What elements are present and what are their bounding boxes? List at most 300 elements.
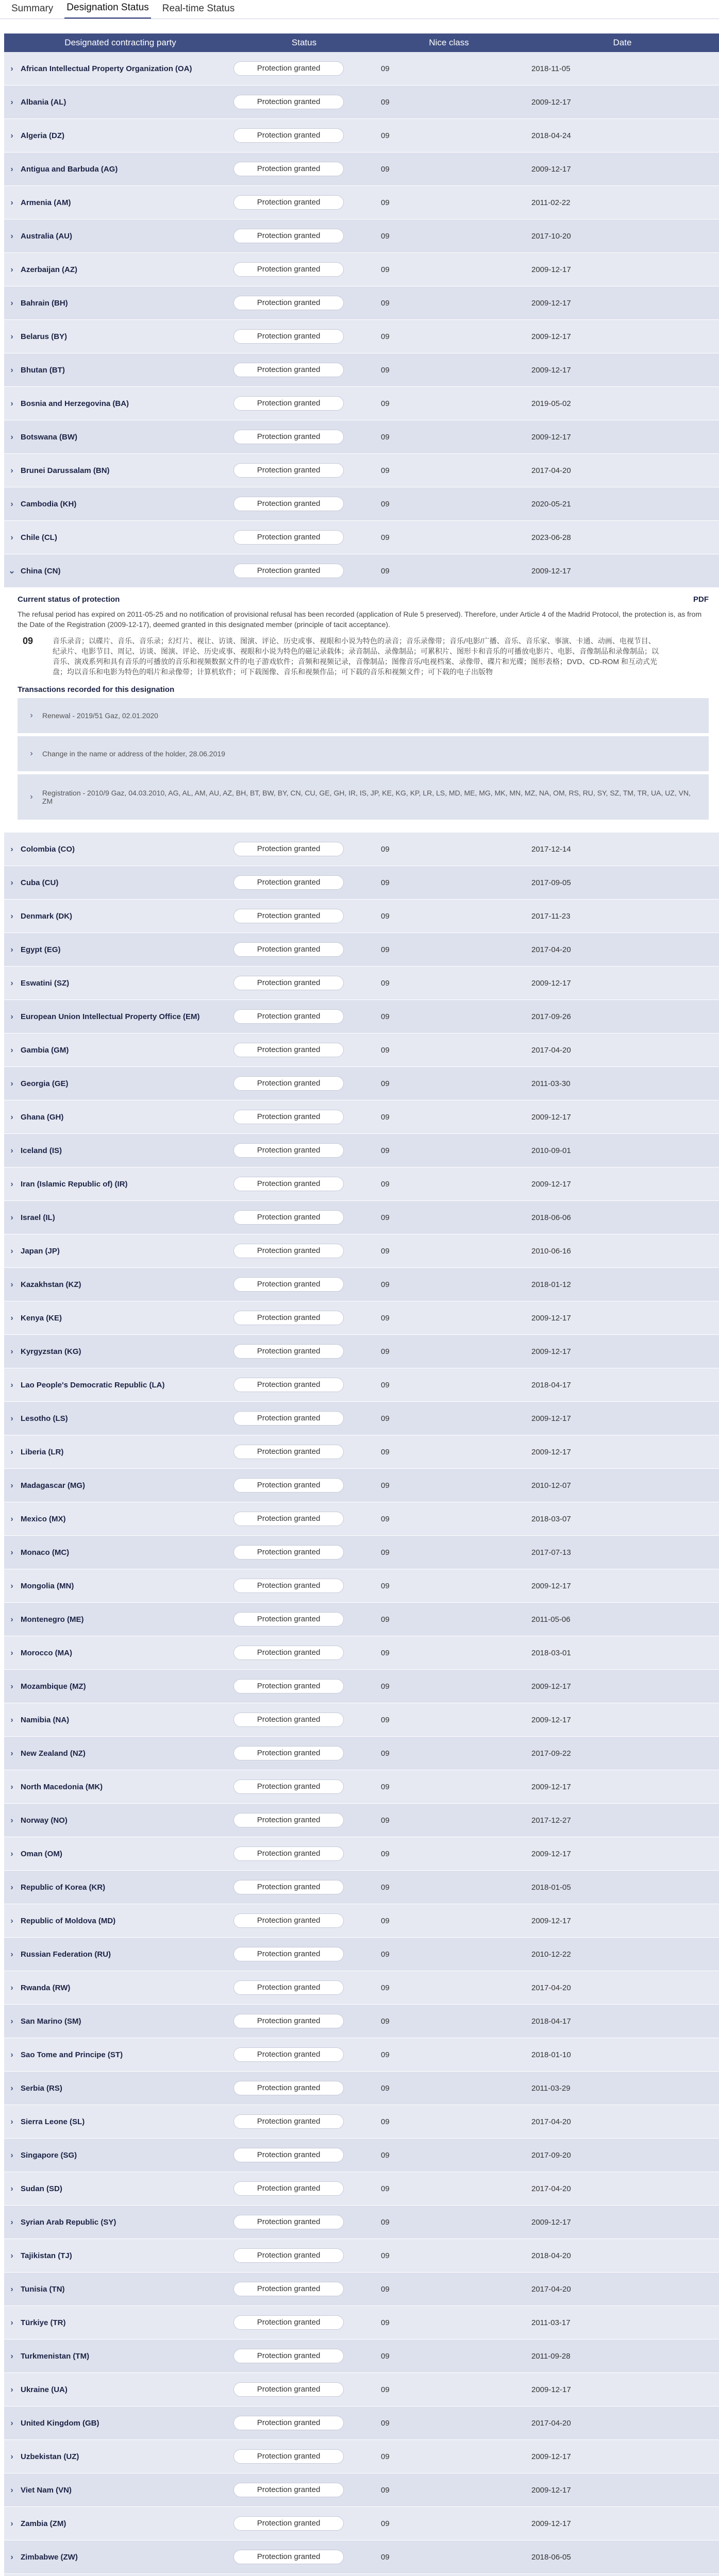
table-row[interactable] [4,2038,719,2072]
date-value: 2010-12-07 [531,1481,571,1490]
party-cell [4,2038,233,2072]
party-wrapper [8,2485,232,2495]
table-row[interactable] [4,1067,719,1100]
party-wrapper [8,1849,232,1859]
chevron-right-icon[interactable]: › [10,1514,13,1523]
table-row[interactable] [4,2574,719,2576]
party-name: Egypt (EG) [21,945,61,954]
table-row[interactable] [4,1000,719,1033]
party-cell [4,2239,233,2273]
party-cell [4,1569,233,1603]
table-row[interactable] [4,1100,719,1134]
status-cell [233,2172,375,2206]
party-name: Republic of Moldova (MD) [21,1916,116,1925]
chevron-right-icon[interactable]: › [10,2418,13,2428]
table-row[interactable] [4,1904,719,1938]
chevron-right-icon[interactable]: › [10,878,13,887]
status-cell [233,2540,375,2574]
chevron-right-icon[interactable]: › [10,1581,13,1590]
party-name: Namibia (NA) [21,1715,70,1724]
chevron-right-icon[interactable]: › [10,1146,13,1155]
table-row[interactable] [4,1971,719,2005]
party-cell [4,1335,233,1368]
chevron-right-icon[interactable]: › [10,265,13,274]
status-badge: Protection granted [233,1880,344,1894]
party-name: Botswana (BW) [21,432,77,442]
date-cell [523,320,719,353]
table-row[interactable] [4,2507,719,2540]
table-row[interactable] [4,1938,719,1971]
date-value: 2018-01-10 [531,2050,571,2059]
party-wrapper [8,1112,232,1122]
party-cell [4,2440,233,2473]
chevron-right-icon[interactable]: › [10,1012,13,1021]
table-row[interactable] [4,2340,719,2373]
chevron-right-icon[interactable]: › [10,1682,13,1691]
table-row[interactable] [4,1636,719,1670]
chevron-right-icon[interactable]: › [10,978,13,988]
party-wrapper [8,1179,232,1189]
chevron-right-icon[interactable]: › [10,2485,13,2495]
header-nice-class[interactable]: Nice class [375,33,523,52]
chevron-right-icon[interactable]: › [10,198,13,207]
chevron-right-icon[interactable]: › [10,1112,13,1122]
nice-class-value: 09 [381,332,390,341]
chevron-right-icon[interactable]: › [10,97,13,107]
date-value: 2009-12-17 [531,265,571,274]
chevron-right-icon[interactable]: › [10,2351,13,2361]
table-row[interactable] [4,1469,719,1502]
chevron-right-icon[interactable]: › [10,1950,13,1959]
chevron-right-icon[interactable]: › [10,1883,13,1892]
party-wrapper [8,844,232,854]
table-row[interactable] [4,186,719,219]
transaction-item[interactable] [18,774,709,820]
table-row[interactable] [4,52,719,86]
party-wrapper [8,1548,232,1557]
nice-class-value: 09 [381,265,390,274]
chevron-right-icon[interactable]: › [10,533,13,542]
table-row[interactable] [4,521,719,554]
party-wrapper [8,1447,232,1457]
status-badge: Protection granted [233,2416,344,2430]
status-badge: Protection granted [233,162,344,176]
status-cell [233,1368,375,1402]
party-wrapper [8,1213,232,1223]
table-row[interactable] [4,1770,719,1804]
table-row[interactable] [4,320,719,353]
chevron-right-icon[interactable]: › [10,1782,13,1791]
table-row[interactable] [4,866,719,900]
tab-summary[interactable]: Summary [11,3,54,14]
date-value: 2011-02-22 [531,198,571,207]
status-badge: Protection granted [233,2382,344,2397]
table-row[interactable] [4,1703,719,1737]
status-cell [233,1971,375,2005]
party-name: Viet Nam (VN) [21,2485,72,2495]
table-row[interactable] [4,2473,719,2507]
date-cell [523,286,719,320]
chevron-right-icon[interactable]: › [10,945,13,954]
chevron-right-icon[interactable]: › [10,298,13,308]
party-name: Australia (AU) [21,231,73,241]
chevron-right-icon[interactable]: › [10,1749,13,1758]
tab-bar [0,0,719,19]
table-row[interactable] [4,1301,719,1335]
party-wrapper [8,164,232,174]
chevron-right-icon[interactable]: › [10,164,13,174]
status-cell [233,353,375,387]
party-cell [4,554,233,588]
status-badge: Protection granted [233,1378,344,1392]
table-row[interactable] [4,1502,719,1536]
nice-cell [375,2373,523,2406]
chevron-right-icon[interactable]: › [10,432,13,442]
party-cell [4,1938,233,1971]
pdf-link[interactable]: PDF [693,595,709,604]
party-name: Syrian Arab Republic (SY) [21,2217,116,2227]
nice-cell [375,2340,523,2373]
status-cell [233,387,375,420]
status-cell [233,933,375,967]
chevron-down-icon[interactable]: ⌄ [8,566,15,575]
nice-cell [375,2306,523,2340]
nice-cell [375,1837,523,1871]
status-cell [233,2373,375,2406]
chevron-right-icon[interactable]: › [10,2251,13,2260]
date-cell [523,1603,719,1636]
chevron-right-icon[interactable]: › [10,2184,13,2193]
table-row[interactable] [4,1134,719,1167]
party-wrapper [8,1615,232,1624]
table-row[interactable] [4,900,719,933]
nice-cell [375,119,523,152]
party-wrapper [8,878,232,888]
date-cell [523,2440,719,2473]
status-badge: Protection granted [233,1478,344,1493]
table-row[interactable] [4,387,719,420]
status-badge: Protection granted [233,1076,344,1091]
status-badge: Protection granted [233,2014,344,2028]
table-row[interactable] [4,2306,719,2340]
chevron-right-icon[interactable]: › [10,1079,13,1088]
party-cell [4,2473,233,2507]
chevron-right-icon[interactable]: › [10,1816,13,1825]
table-row[interactable] [4,1737,719,1770]
chevron-right-icon[interactable]: › [10,911,13,921]
party-name: Singapore (SG) [21,2150,77,2160]
table-row[interactable] [4,1804,719,1837]
status-cell [233,2473,375,2507]
party-cell [4,1067,233,1100]
status-cell [233,86,375,119]
party-cell [4,1971,233,2005]
chevron-right-icon[interactable]: › [10,466,13,475]
nice-cell [375,1502,523,1536]
table-row[interactable] [4,1167,719,1201]
date-cell [523,521,719,554]
party-cell [4,387,233,420]
table-row[interactable] [4,2373,719,2406]
table-row[interactable] [4,2540,719,2574]
table-row[interactable] [4,119,719,152]
chevron-right-icon[interactable]: › [10,399,13,408]
date-value: 2017-11-23 [531,911,571,921]
nice-cell [375,521,523,554]
date-cell [523,1368,719,1402]
party-cell [4,2139,233,2172]
chevron-right-icon[interactable]: › [10,332,13,341]
table-row[interactable] [4,1268,719,1301]
date-value: 2009-12-17 [531,1112,571,1122]
nice-cell [375,219,523,253]
table-row[interactable] [4,1536,719,1569]
status-badge: Protection granted [233,1579,344,1593]
chevron-right-icon[interactable]: › [10,2318,13,2327]
table-row[interactable] [4,967,719,1000]
table-row[interactable] [4,1871,719,1904]
chevron-right-icon[interactable]: › [10,2552,13,2562]
table-row[interactable] [4,454,719,487]
nice-cell [375,833,523,866]
nice-cell [375,1703,523,1737]
table-row[interactable] [4,2172,719,2206]
table-row[interactable] [4,1033,719,1067]
table-row[interactable] [4,2206,719,2239]
chevron-right-icon[interactable]: › [10,1347,13,1356]
chevron-right-icon[interactable]: › [10,2117,13,2126]
chevron-right-icon[interactable]: › [10,1246,13,1256]
status-badge: Protection granted [233,1445,344,1459]
table-row[interactable] [4,152,719,186]
table-row[interactable] [4,219,719,253]
chevron-right-icon[interactable]: › [10,1213,13,1222]
party-name: San Marino (SM) [21,2016,81,2026]
chevron-right-icon[interactable]: › [10,1179,13,1189]
party-cell [4,119,233,152]
chevron-right-icon: › [30,711,33,720]
date-cell [523,2540,719,2574]
party-wrapper [8,198,232,208]
table-row[interactable] [4,2440,719,2473]
party-name: Brunei Darussalam (BN) [21,466,110,475]
date-cell [523,2005,719,2038]
table-row[interactable] [4,2005,719,2038]
status-cell [233,1737,375,1770]
chevron-right-icon[interactable]: › [10,2284,13,2294]
table-row[interactable] [4,833,719,866]
party-wrapper [8,2016,232,2026]
party-cell [4,320,233,353]
nice-class-value: 09 [381,1012,390,1021]
nice-class-value: 09 [381,1481,390,1490]
table-row[interactable] [4,253,719,286]
party-cell [4,286,233,320]
table-row[interactable] [4,1201,719,1234]
status-badge: Protection granted [233,363,344,377]
chevron-right-icon[interactable]: › [10,1715,13,1724]
chevron-right-icon[interactable]: › [10,131,13,140]
party-name: Montenegro (ME) [21,1615,84,1624]
date-cell [523,2406,719,2440]
chevron-right-icon[interactable]: › [10,2050,13,2059]
status-cell [233,1469,375,1502]
status-cell [233,1703,375,1737]
transaction-item[interactable] [18,736,709,771]
table-row[interactable] [4,1368,719,1402]
party-cell [4,2273,233,2306]
chevron-right-icon[interactable]: › [10,1280,13,1289]
chevron-right-icon[interactable]: › [10,1414,13,1423]
party-name: European Union Intellectual Property Office (EM) [21,1012,200,1021]
table-row[interactable] [4,1569,719,1603]
chevron-right-icon[interactable]: › [10,1916,13,1925]
party-name: Lao People's Democratic Republic (LA) [21,1380,165,1389]
date-value: 2009-12-17 [531,1849,571,1858]
chevron-right-icon[interactable]: › [10,1481,13,1490]
status-cell [233,2340,375,2373]
nice-cell [375,320,523,353]
header-party[interactable]: Designated contracting party [4,33,233,52]
party-cell [4,2105,233,2139]
table-row[interactable] [4,2406,719,2440]
party-cell [4,1804,233,1837]
table-row[interactable] [4,2072,719,2105]
table-row[interactable] [4,2139,719,2172]
chevron-right-icon[interactable]: › [10,1548,13,1557]
chevron-right-icon[interactable]: › [10,1615,13,1624]
party-wrapper [8,1581,232,1591]
table-row[interactable] [4,1670,719,1703]
designations-table-wrapper [0,19,719,2576]
chevron-right-icon[interactable]: › [10,365,13,375]
status-badge: Protection granted [233,1913,344,1928]
table-row[interactable] [4,554,719,588]
table-row[interactable] [4,2273,719,2306]
date-cell [523,152,719,186]
chevron-right-icon[interactable]: › [10,1380,13,1389]
chevron-right-icon[interactable]: › [10,231,13,241]
table-row[interactable] [4,487,719,521]
chevron-right-icon[interactable]: › [10,499,13,509]
date-value: 2018-04-17 [531,1380,571,1389]
nice-cell [375,1234,523,1268]
party-cell [4,1536,233,1569]
table-row[interactable] [4,1603,719,1636]
party-cell [4,487,233,521]
table-row[interactable] [4,1435,719,1469]
date-value: 2017-09-26 [531,1012,571,1021]
chevron-right-icon[interactable]: › [10,844,13,854]
nice-cell [375,1368,523,1402]
party-wrapper [8,2117,232,2127]
chevron-right-icon[interactable]: › [10,1849,13,1858]
nice-class-value: 09 [381,466,390,475]
party-name: Armenia (AM) [21,198,71,207]
table-row[interactable] [4,1234,719,1268]
chevron-right-icon[interactable]: › [10,2385,13,2394]
table-row[interactable] [4,420,719,454]
party-cell [4,1033,233,1067]
party-cell [4,152,233,186]
date-cell [523,967,719,1000]
header-date[interactable]: Date [523,33,719,52]
nice-cell [375,2172,523,2206]
date-cell [523,1335,719,1368]
chevron-right-icon[interactable]: › [10,2452,13,2461]
party-wrapper [8,1682,232,1691]
party-cell [4,420,233,454]
status-badge: Protection granted [233,842,344,856]
table-row[interactable] [4,286,719,320]
date-cell [523,119,719,152]
tab-real-time-status[interactable]: Real-time Status [162,3,235,14]
status-badge: Protection granted [233,1612,344,1626]
status-cell [233,1067,375,1100]
party-name: Bosnia and Herzegovina (BA) [21,399,129,408]
party-name: Tunisia (TN) [21,2284,65,2294]
status-badge: Protection granted [233,2215,344,2229]
party-cell [4,1201,233,1234]
table-row[interactable] [4,1402,719,1435]
party-cell [4,833,233,866]
status-cell [233,2206,375,2239]
transaction-item[interactable] [18,698,709,733]
table-row[interactable] [4,86,719,119]
chevron-right-icon[interactable]: › [10,1045,13,1055]
chevron-right-icon[interactable]: › [10,2519,13,2528]
date-cell [523,1904,719,1938]
chevron-right-icon[interactable]: › [10,2150,13,2160]
tab-designation-status[interactable]: Designation Status [64,0,151,19]
header-status[interactable]: Status [233,33,375,52]
status-badge: Protection granted [233,942,344,957]
table-row[interactable] [4,2105,719,2139]
chevron-right-icon[interactable]: › [10,1447,13,1456]
chevron-right-icon[interactable]: › [10,1648,13,1657]
date-value: 2018-06-05 [531,2552,571,2562]
nice-cell [375,2574,523,2576]
chevron-right-icon[interactable]: › [10,2217,13,2227]
status-cell [233,286,375,320]
table-row[interactable] [4,353,719,387]
party-name: Colombia (CO) [21,844,75,854]
date-cell [523,487,719,521]
status-badge: Protection granted [233,329,344,344]
party-wrapper [8,1883,232,1892]
chevron-right-icon[interactable]: › [10,1313,13,1323]
party-name: Serbia (RS) [21,2083,62,2093]
nice-class-value: 09 [381,131,390,140]
table-row[interactable] [4,1837,719,1871]
chevron-right-icon[interactable]: › [10,1983,13,1992]
date-cell [523,1234,719,1268]
date-value: 2011-09-28 [531,2351,571,2361]
chevron-right-icon[interactable]: › [10,2016,13,2026]
chevron-right-icon[interactable]: › [10,2083,13,2093]
party-cell [4,1234,233,1268]
table-row[interactable] [4,933,719,967]
chevron-right-icon[interactable]: › [10,64,13,73]
table-row[interactable] [4,2239,719,2273]
nice-class-value: 09 [381,1983,390,1992]
status-cell [233,1000,375,1033]
table-row[interactable] [4,1335,719,1368]
date-cell [523,2105,719,2139]
party-wrapper [8,399,232,409]
party-wrapper [8,978,232,988]
nice-class-value: 09 [381,1849,390,1858]
